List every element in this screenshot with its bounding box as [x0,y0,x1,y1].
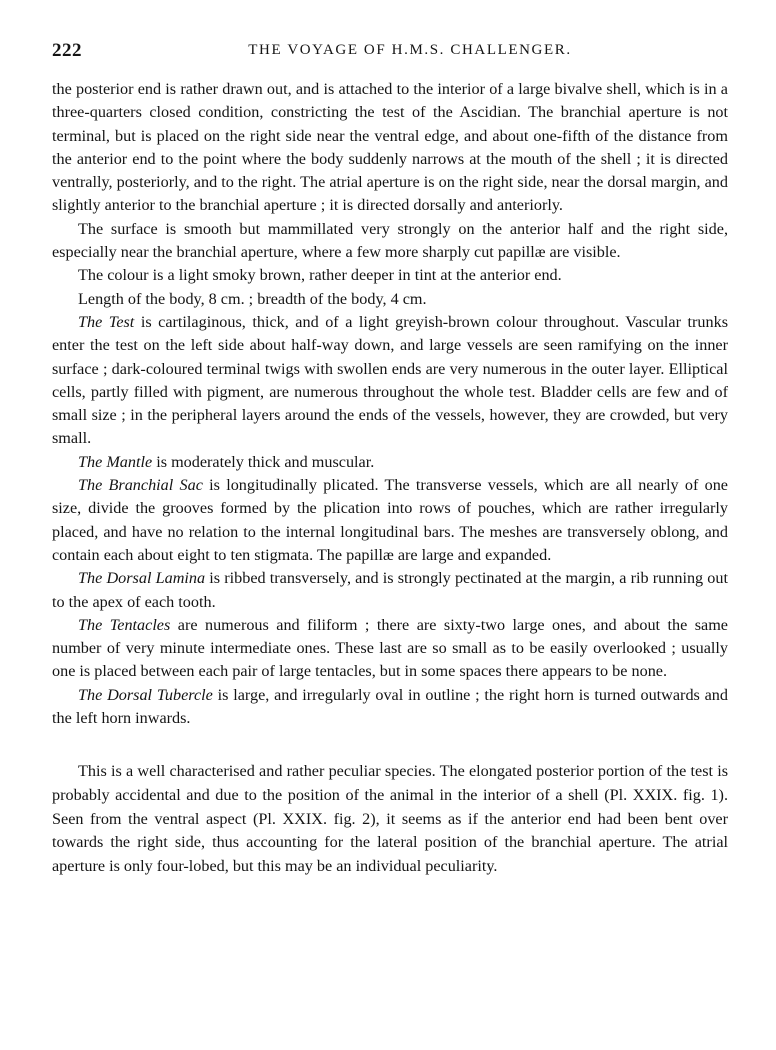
page-number: 222 [52,40,82,61]
heading-dorsal-tubercle: The Dorsal Tubercle [78,685,213,704]
paragraph-dorsal-lamina [52,567,728,614]
paragraph-branchial-sac [52,474,728,567]
species-remarks [52,760,728,878]
paragraph-test [52,311,728,451]
text-tentacles: are numerous and filiform ; there are sixty-two large ones, and about the same number of very minute intermediate ones. These last are so small as to be easily overlooked ; usually one is placed between each pair of large tentacles, but in some spaces there appears to be none. [52,615,728,681]
paragraph-measurements: Length of the body, 8 cm. ; breadth of the body, 4 cm. [78,289,427,308]
paragraph-remarks: This is a well characterised and rather peculiar species. The elongated posterior portion of the test is probably accidental and due to the position of the animal in the interior of a shell (Pl. XXIX. fig. 1). Seen from the ventral aspect (Pl. XXIX. fig. 2), it seems as if the anterior end had been bent over towards the right side, thus accounting for the lateral position of the branchial aperture. The atrial aperture is only four-lobed, but this may be an individual peculiarity. [52,762,728,875]
text-dorsal-lamina: is ribbed transversely, and is strongly pectinated at the margin, a rib running out to the apex of each tooth. [52,569,728,611]
paragraph-tentacles [52,614,728,684]
paragraph-surface: The surface is smooth but mammillated very strongly on the anterior half and the right side, especially near the branchial aperture, where a few more sharply cut papillæ are visible. [52,219,728,262]
text-dorsal-tubercle: is large, and irregularly oval in outline ; the right horn is turned outwards and the left horn inwards. [52,685,728,728]
paragraph-continuation: the posterior end is rather drawn out, and is attached to the interior of a large bivalve shell, which is in a three-quarters closed condition, constricting the test of the Ascidian. The branchial aperture is not terminal, but is placed on the right side near the ventral edge, and about one-fifth of the distance from the anterior end to the point where the body suddenly narrows at the mouth of the shell ; it is directed ventrally, posteriorly, and to the right. The atrial aperture is on the right side, near the dorsal margin, and slightly anterior to the branchial aperture ; it is directed dorsally and anteriorly. [52,80,728,215]
paragraph-mantle [52,451,728,474]
document-page [52,40,728,878]
page-header [52,40,728,70]
heading-dorsal-lamina: The Dorsal Lamina [78,569,206,588]
running-title: THE VOYAGE OF H.M.S. CHALLENGER. [248,42,572,58]
heading-branchial-sac: The Branchial Sac [78,476,203,495]
heading-tentacles: The Tentacles [78,615,171,634]
text-mantle: is moderately thick and muscular. [152,452,375,471]
heading-mantle: The Mantle [78,452,153,471]
text-branchial-sac: is longitudinally plicated. The transverse vessels, which are all nearly of one size, divide the grooves formed by the plication into rows of pouches, which are rather irregularly placed, and have no relation to the internal longitudinal bars. The meshes are transversely oblong, and contain each about eight to ten stigmata. The papillæ are large and expanded. [52,476,728,564]
heading-test: The Test [78,312,135,331]
species-description [52,78,728,730]
paragraph-colour: The colour is a light smoky brown, rather deeper in tint at the anterior end. [78,266,562,285]
text-test: is cartilaginous, thick, and of a light greyish-brown colour throughout. Vascular trunks enter the test on the left side about half-way down, and large vessels are seen ramifying on the inner surface ; dark-coloured terminal twigs with swollen ends are very numerous in the outer layer. Elliptical cells, partly filled with pigment, are numerous throughout the whole test. Bladder cells are few and of small size ; in the peripheral layers around the ends of the vessels, however, they are crowded, but very small. [52,312,729,448]
paragraph-dorsal-tubercle [52,684,728,731]
